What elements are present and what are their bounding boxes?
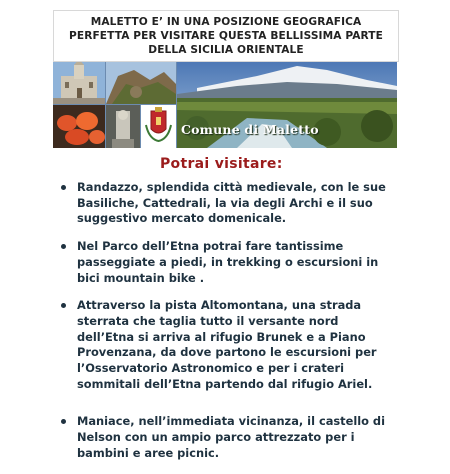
- list-item: Maniace, nell’immediata vicinanza, il castello di Nelson con un ampio parco attrezzato per i bambini e aree picnic.: [60, 414, 394, 461]
- church-photo: [53, 62, 105, 104]
- list-item: Attraverso la pista Altomontana, una strada sterrata che taglia tutto il versante nord dell’Etna si arriva al rifugio Brunek e a Piano Provenzana, da dove partono le escursioni per l’Osservatorio Astronomico e per i crateri sommitali dell’Etna partendo dal rifugio Ariel.: [60, 298, 394, 392]
- header-box: [53, 10, 399, 62]
- header-line-1: MALETTO E’ IN UNA POSIZIONE GEOGRAFICA: [90, 16, 362, 28]
- coat-of-arms-emblem: [141, 105, 176, 148]
- list-item: Randazzo, splendida città medievale, con le sue Basiliche, Cattedrali, la via degli Archi e il suo suggestivo mercato domenicale.: [60, 180, 394, 227]
- statue-photo: [106, 105, 140, 148]
- hill-photo: [106, 62, 176, 104]
- mushrooms-photo: [53, 105, 105, 148]
- comune-label: Comune di Maletto: [181, 122, 319, 137]
- header-line-3: DELLA SICILIA ORIENTALE: [148, 44, 304, 56]
- section-title: Potrai visitare:: [160, 156, 283, 172]
- header-line-2: PERFETTA PER VISITARE QUESTA BELLISSIMA PARTE: [69, 30, 383, 42]
- attractions-list: [60, 180, 394, 474]
- list-item: Nel Parco dell’Etna potrai fare tantissime passeggiate a piedi, in trekking o escursioni in bici mountain bike .: [60, 239, 394, 286]
